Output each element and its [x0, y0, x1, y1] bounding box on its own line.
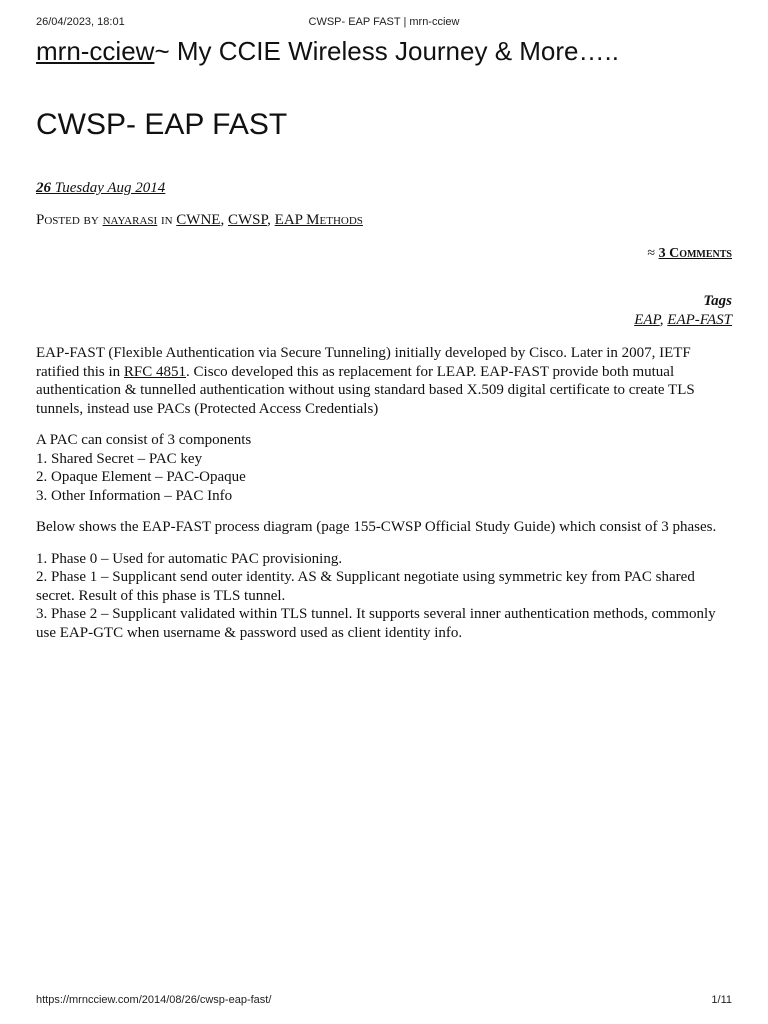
in-label: in — [160, 212, 173, 228]
pac-line: 2. Opaque Element – PAC-Opaque — [36, 469, 246, 485]
tag-link-eap[interactable]: EAP — [634, 312, 660, 328]
paragraph-diagram-intro: Below shows the EAP-FAST process diagram (page 155-CWSP Official Study Guide) which consist of 3 phases. — [36, 519, 717, 535]
rfc-4851-link[interactable]: RFC 4851 — [123, 363, 187, 380]
posted-by-label: Posted by — [36, 212, 99, 228]
comments — [647, 246, 732, 262]
site-header — [36, 36, 732, 67]
tags-title: Tags — [703, 293, 732, 309]
tag-link-eap-fast[interactable]: EAP-FAST — [667, 312, 732, 328]
comments-link[interactable]: 3 Comments — [658, 246, 732, 261]
print-document-title: CWSP- EAP FAST | mrn-cciew — [308, 16, 460, 28]
paragraph-pac-components — [36, 431, 732, 505]
print-header — [36, 16, 732, 30]
author-link[interactable]: nayarasi — [102, 212, 158, 228]
post-date — [36, 180, 165, 197]
paragraph-intro — [36, 344, 732, 418]
paragraph-phases — [36, 550, 732, 643]
post-content — [36, 344, 732, 655]
comments-icon: ≈ — [647, 246, 656, 261]
tags-block — [634, 292, 732, 330]
phase-line: 1. Phase 0 – Used for automatic PAC provisioning. — [36, 550, 343, 567]
post-meta: Posted by nayarasi in CWNE, CWSP, EAP Methods — [36, 212, 363, 228]
paragraph-intro-text-2: . Cisco developed this as replacement for LEAP. EAP-FAST provide both mutual authentication & tunnelled authentication without using standard based X.509 digital certificate to create TLS tunnels, instead use PACs (Protected Access Credentials) — [36, 363, 695, 417]
print-footer — [36, 994, 732, 1008]
site-name-link[interactable]: mrn-cciew — [36, 36, 155, 66]
pac-line: 1. Shared Secret – PAC key — [36, 450, 203, 467]
category-link-cwne[interactable]: CWNE — [176, 212, 221, 228]
paragraph-intro-text-1: EAP-FAST (Flexible Authentication via Secure Tunneling) initially developed by Cisco. Later in 2007, IETF ratified this in — [36, 345, 691, 380]
post-date-day: 26 — [36, 180, 51, 196]
category-link-cwsp[interactable]: CWSP — [227, 212, 268, 228]
pac-line: A PAC can consist of 3 components — [36, 432, 252, 448]
category-link-eap-methods[interactable]: EAP Methods — [274, 212, 363, 228]
site-tagline: ~ My CCIE Wireless Journey & More….. — [154, 36, 619, 66]
page-number: 1/11 — [711, 994, 732, 1006]
tags-list: EAP, EAP-FAST — [634, 312, 732, 328]
print-timestamp: 26/04/2023, 18:01 — [36, 16, 125, 28]
phase-line: 3. Phase 2 – Supplicant validated within TLS tunnel. It supports several inner authentication methods, commonly use EAP-GTC when username & password used as client identity info. — [36, 606, 716, 641]
pac-line: 3. Other Information – PAC Info — [36, 487, 233, 504]
post-date-link[interactable] — [36, 180, 165, 196]
post-date-rest: Tuesday Aug 2014 — [51, 180, 166, 196]
phase-line: 2. Phase 1 – Supplicant send outer identity. AS & Supplicant negotiate using symmetric key from PAC shared secret. Result of this phase is TLS tunnel. — [36, 569, 695, 604]
post-title: CWSP- EAP FAST — [36, 108, 288, 141]
print-url: https://mrncciew.com/2014/08/26/cwsp-eap-fast/ — [36, 994, 272, 1006]
